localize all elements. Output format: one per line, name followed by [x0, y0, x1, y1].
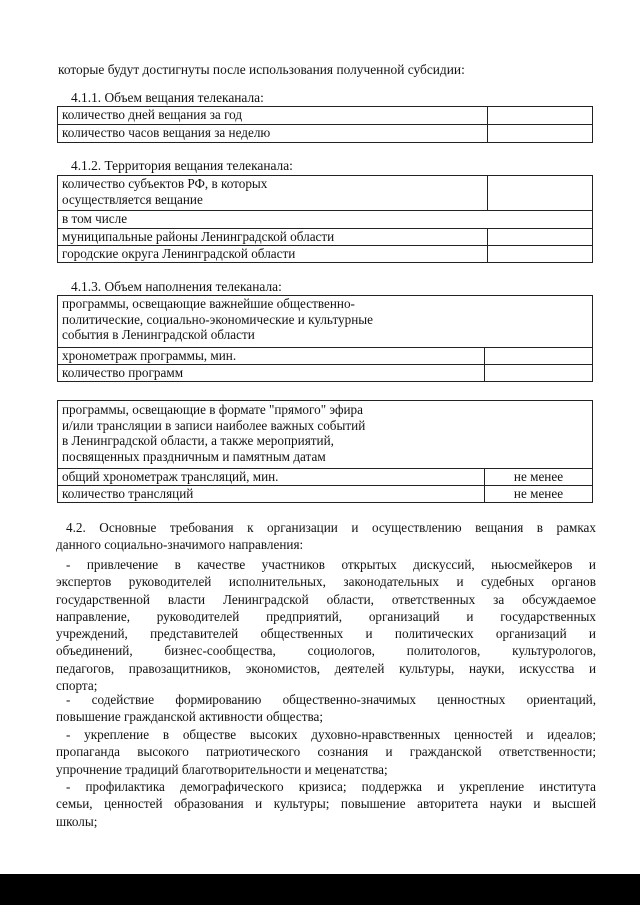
bullet-item — [56, 691, 596, 726]
text-line: экспертов руководителей исполнительных, законодательных и судебных органов — [56, 574, 596, 590]
row-label: хронометраж программы, мин. — [58, 348, 485, 365]
table-row — [58, 365, 593, 382]
section-4-1-2-heading: 4.1.2. Территория вещания телеканала: — [71, 158, 293, 173]
header-line: события в Ленинградской области — [62, 327, 255, 342]
text-line: семьи, ценностей образования и культуры; повышение авторитета науки и высшей — [56, 796, 596, 812]
broadcast-territory-table — [57, 175, 593, 263]
text-line: - профилактика демографического кризиса; поддержка и укрепление института — [66, 779, 596, 794]
scan-bottom-edge — [0, 874, 640, 905]
table-row — [58, 211, 593, 229]
table-row — [58, 107, 593, 125]
row-label: количество программ — [58, 365, 485, 382]
table-row — [58, 246, 593, 263]
row-label: количество трансляций — [58, 486, 485, 503]
table-row — [58, 229, 593, 246]
text-line: объединений, бизнес-сообщества, социологов, политологов, культурологов, — [56, 643, 596, 659]
intro-text: которые будут достигнуты после использования полученной субсидии: — [58, 62, 465, 77]
section-4-1-1-heading: 4.1.1. Объем вещания телеканала: — [71, 90, 264, 105]
header-line: программы, освещающие важнейшие общественно- — [62, 296, 355, 311]
text-line: данного социально-значимого направления: — [56, 537, 304, 553]
text-line: школы; — [56, 813, 98, 829]
row-label: муниципальные районы Ленинградской области — [58, 229, 488, 246]
table-row — [58, 348, 593, 365]
row-value: не менее — [485, 469, 593, 486]
row-value — [488, 246, 593, 263]
row-label: общий хронометраж трансляций, мин. — [58, 469, 485, 486]
table-row — [58, 296, 593, 348]
table-row — [58, 125, 593, 143]
text-line: - укрепление в обществе высоких духовно-нравственных ценностей и идеалов; — [66, 727, 596, 742]
row-label — [58, 176, 488, 211]
table-header — [58, 296, 593, 348]
header-line: и/или трансляции в записи наиболее важных событий — [62, 417, 366, 433]
label-line: осуществляется вещание — [62, 191, 203, 207]
table-row — [58, 469, 593, 486]
row-value — [488, 107, 593, 125]
bullet-item — [56, 556, 596, 694]
row-label: в том числе — [58, 211, 593, 229]
row-label: городские округа Ленинградской области — [58, 246, 488, 263]
row-value — [488, 125, 593, 143]
label-line: количество субъектов РФ, в которых — [62, 176, 268, 191]
content-volume-table-1 — [57, 295, 593, 382]
broadcast-volume-table — [57, 106, 593, 143]
text-line: педагогов, правозащитников, экономистов, деятелей культуры, науки, искусства и — [56, 660, 596, 676]
text-line: - содействие формированию общественно-значимых ценностных ориентаций, — [66, 692, 596, 707]
text-line: пропаганда высокого патриотического сознания и гражданской ответственности; — [56, 744, 596, 760]
text-line: упрочнение традиций благотворительности и меценатства; — [56, 761, 388, 777]
row-value — [485, 365, 593, 382]
table-row — [58, 401, 593, 469]
text-line: спорта; — [56, 678, 98, 694]
text-line: направление, руководителей предприятий, организаций и государственных — [56, 608, 596, 624]
header-line: в Ленинградской области, а также мероприятий, — [62, 433, 334, 448]
section-4-1-3-heading: 4.1.3. Объем наполнения телеканала: — [71, 279, 282, 294]
row-label: количество дней вещания за год — [58, 107, 488, 125]
header-line: программы, освещающие в формате "прямого" эфира — [62, 402, 364, 417]
bullet-item — [56, 778, 596, 830]
row-value — [488, 229, 593, 246]
table-row — [58, 486, 593, 503]
row-value — [488, 176, 593, 211]
table-row — [58, 176, 593, 211]
bullet-item — [56, 726, 596, 778]
text-line: государственной власти Ленинградской области, ответственных за обсуждаемое — [56, 591, 596, 607]
header-line: политические, социально-экономические и культурные — [62, 311, 373, 327]
header-line: посвященных праздничным и памятным датам — [62, 448, 326, 464]
table-header — [58, 401, 593, 469]
text-line: учреждений, представителей общественных и политических организаций и — [56, 626, 596, 642]
row-value — [485, 348, 593, 365]
section-4-2-paragraph — [56, 519, 596, 554]
text-line: повышение гражданской активности общества; — [56, 709, 324, 725]
content-volume-table-2 — [57, 400, 593, 503]
row-label: количество часов вещания за неделю — [58, 125, 488, 143]
text-line: - привлечение в качестве участников открытых дискуссий, ньюсмейкеров и — [66, 557, 596, 572]
text-line: 4.2. Основные требования к организации и осуществлению вещания в рамках — [66, 520, 596, 535]
row-value: не менее — [485, 486, 593, 503]
